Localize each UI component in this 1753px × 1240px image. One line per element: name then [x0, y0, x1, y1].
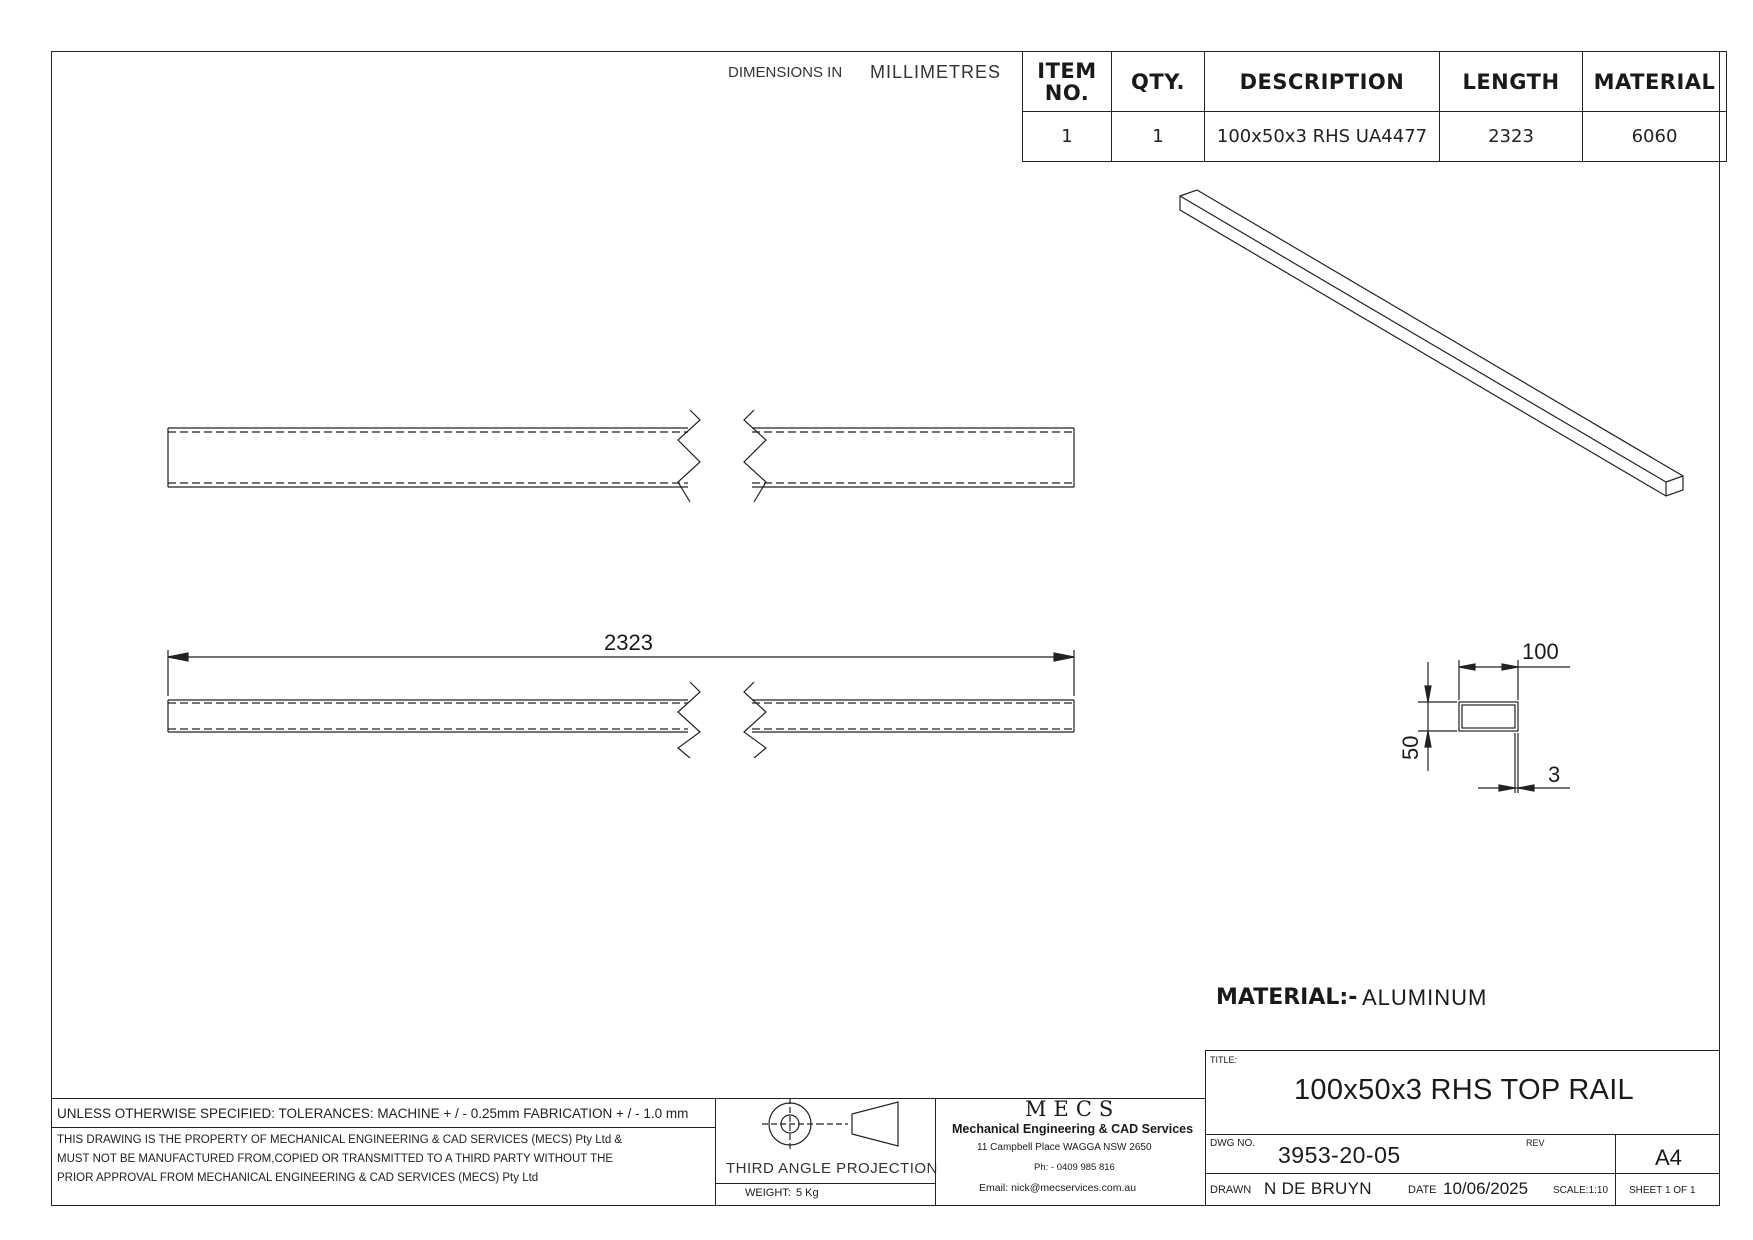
bom-cell-item: 1 — [1023, 112, 1112, 162]
material-note-value: ALUMINUM — [1362, 985, 1488, 1010]
weight-label: WEIGHT: — [745, 1187, 791, 1199]
bom-cell-material: 6060 — [1583, 112, 1727, 162]
drawn-by: N DE BRUYN — [1264, 1179, 1372, 1198]
projection-label: THIRD ANGLE PROJECTION — [726, 1160, 938, 1177]
drawing-title: 100x50x3 RHS TOP RAIL — [1294, 1074, 1634, 1106]
company-email: Email: nick@mecservices.com.au — [979, 1182, 1137, 1194]
top-view — [168, 410, 1074, 502]
material-note-label: MATERIAL:- — [1216, 985, 1358, 1010]
company-logo: MECS — [1025, 1097, 1121, 1121]
dimensions-label: DIMENSIONS IN — [728, 64, 843, 81]
bom-header-material: MATERIAL — [1583, 52, 1727, 112]
title-label: TITLE: — [1210, 1055, 1238, 1065]
bom-header-length: LENGTH — [1440, 52, 1583, 112]
bom-header-qty: QTY. — [1112, 52, 1205, 112]
sheet-size: A4 — [1655, 1145, 1682, 1170]
drawing-scale: SCALE:1:10 — [1553, 1185, 1609, 1196]
dimensions-unit: MILLIMETRES — [870, 62, 1002, 82]
bom-cell-description: 100x50x3 RHS UA4477 — [1205, 112, 1440, 162]
weight-value: 5 Kg — [796, 1187, 819, 1199]
bom-header-description: DESCRIPTION — [1205, 52, 1440, 112]
length-dimension — [168, 650, 1074, 696]
front-view — [168, 682, 1074, 758]
rev-label: REV — [1526, 1138, 1545, 1148]
bom-header-item-line2: NO. — [1044, 80, 1090, 105]
dwg-no: 3953-20-05 — [1278, 1142, 1401, 1168]
property-line-1: THIS DRAWING IS THE PROPERTY OF MECHANICAL ENGINEERING & CAD SERVICES (MECS) Pty Ltd & — [57, 1134, 623, 1146]
bom-cell-qty: 1 — [1112, 112, 1205, 162]
sheet-number: SHEET 1 OF 1 — [1629, 1185, 1696, 1196]
company-name: Mechanical Engineering & CAD Services — [952, 1122, 1194, 1136]
height-dimension-label: 50 — [1398, 735, 1423, 760]
bom-cell-length: 2323 — [1440, 112, 1583, 162]
thickness-dimension-label: 3 — [1548, 762, 1561, 787]
company-phone: Ph: - 0409 985 816 — [1034, 1162, 1115, 1173]
drawing-date: 10/06/2025 — [1443, 1179, 1529, 1198]
dwg-no-cell — [1205, 1134, 1616, 1174]
drawn-label: DRAWN — [1210, 1184, 1252, 1196]
date-label: DATE — [1408, 1184, 1437, 1196]
bom-header-item-line1: ITEM — [1037, 58, 1097, 83]
width-dimension-label: 100 — [1522, 639, 1559, 664]
dwg-no-label: DWG NO. — [1210, 1138, 1255, 1149]
property-line-2: MUST NOT BE MANUFACTURED FROM,COPIED OR TRANSMITTED TO A THIRD PARTY WITHOUT THE — [57, 1153, 614, 1165]
tolerance-text: UNLESS OTHERWISE SPECIFIED: TOLERANCES: MACHINE + / - 0.25mm FABRICATION + / - 1.0 mm — [57, 1106, 689, 1121]
company-address: 11 Campbell Place WAGGA NSW 2650 — [977, 1142, 1152, 1153]
isometric-view — [1180, 190, 1683, 496]
property-line-3: PRIOR APPROVAL FROM MECHANICAL ENGINEERING & CAD SERVICES (MECS) Pty Ltd — [57, 1172, 539, 1184]
length-dimension-label: 2323 — [604, 630, 653, 655]
